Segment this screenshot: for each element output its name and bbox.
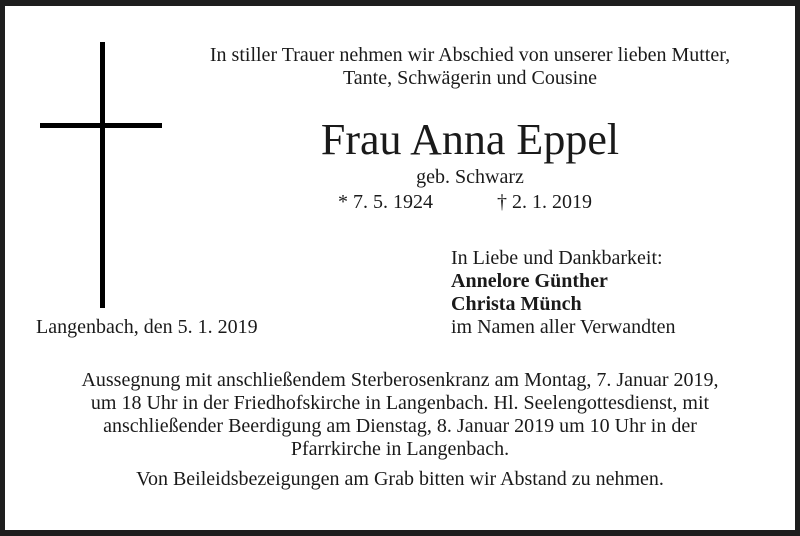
cross-horizontal-bar (40, 123, 162, 128)
service-line: Aussegnung mit anschließendem Sterberosenkranz am Montag, 7. Januar 2019, (81, 369, 719, 391)
place-date: Langenbach, den 5. 1. 2019 (36, 316, 258, 338)
mourners-heading: In Liebe und Dankbarkeit: (451, 247, 663, 269)
death-date: † 2. 1. 2019 (497, 191, 592, 213)
intro-line-1: In stiller Trauer nehmen wir Abschied von unserer lieben Mutter, (209, 44, 731, 66)
deceased-name: Frau Anna Eppel (320, 115, 620, 164)
mourners-footer: im Namen aller Verwandten (451, 316, 676, 338)
cross-vertical-bar (100, 42, 105, 308)
service-line: anschließender Beerdigung am Dienstag, 8. Januar 2019 um 10 Uhr in der (103, 415, 697, 437)
birth-date: * 7. 5. 1924 (338, 191, 433, 213)
maiden-name: geb. Schwarz (416, 166, 524, 188)
service-line: Pfarrkirche in Langenbach. (290, 438, 510, 460)
mourner-name: Christa Münch (451, 293, 582, 315)
condolence-note: Von Beileidsbezeigungen am Grab bitten wir Abstand zu nehmen. (136, 468, 664, 490)
intro-line-2: Tante, Schwägerin und Cousine (342, 67, 598, 89)
mourner-name: Annelore Günther (451, 270, 608, 292)
service-line: um 18 Uhr in der Friedhofskirche in Langenbach. Hl. Seelengottesdienst, mit (90, 392, 710, 414)
